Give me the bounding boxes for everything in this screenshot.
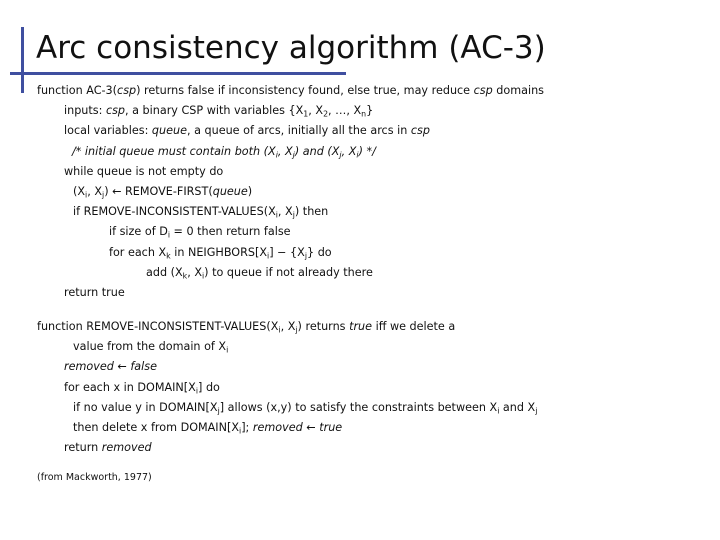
ac3-return-line: return true [64,285,125,299]
ac3-if-line: if REMOVE-$INCONSISTENT-VALUES(X_i$, $X_j$) then [73,205,329,220]
ac3-while-line: while queue is not empty do [64,164,224,178]
ac3-add-line: add ($X_k$, $X_i$) to queue if not already there [146,265,373,281]
riv-header-continuation-line: value from the domain of $X_i$ [73,340,229,355]
ac3-header-line: function AC-3(csp) returns false if inconsistency found, else true, may reduce csp domains [37,84,545,97]
riv-then-line: then delete x from $DOMAIN[X_i]$; removed ← true [73,421,343,436]
riv-return-line: return removed [64,441,152,455]
riv-for-line: for each x in $DOMAIN[X_i]$ do [64,380,220,395]
ac3-inputs-line: inputs: csp, a binary CSP with variables {$X_1$, $X_2$, …, $X_n$} [64,104,374,119]
slide-title: Arc consistency algorithm (AC-3) [36,30,546,66]
title-accent-horizontal-bar [10,72,346,75]
ac3-comment-line: /* initial queue must contain both ($X_i$, $X_j$) and ($X_j$, $X_i$) */ [72,144,376,159]
riv-header-line: function REMOVE-$INCONSISTENT-VALUES(X_i$, $X_j$) returns true iff we delete a [37,320,456,335]
section-gap [37,303,544,317]
riv-removed-init-line: removed ← false [64,360,157,374]
ac3-size-check-line: if size of $D_i = 0$ then return false [109,225,291,240]
ac3-pop-line: ($X_i$, $X_j$) ← REMOVE-FIRST(queue) [73,184,253,200]
ac3-locals-line: local variables: queue, a queue of arcs, initially all the arcs in csp [64,124,430,138]
citation: (from Mackworth, 1977) [37,472,152,484]
title-accent-vertical-bar [21,27,24,93]
riv-if-line: if no value y in $DOMAIN[X_j]$ allows (x,y) to satisfy the constraints between $X_i$ and $X_j$ [73,400,538,416]
ac3-foreach-line: for each $X_k$ in $NEIGHBORS[X_i] - \{X_j\}$ do [109,245,332,260]
algorithm-body [37,81,544,489]
